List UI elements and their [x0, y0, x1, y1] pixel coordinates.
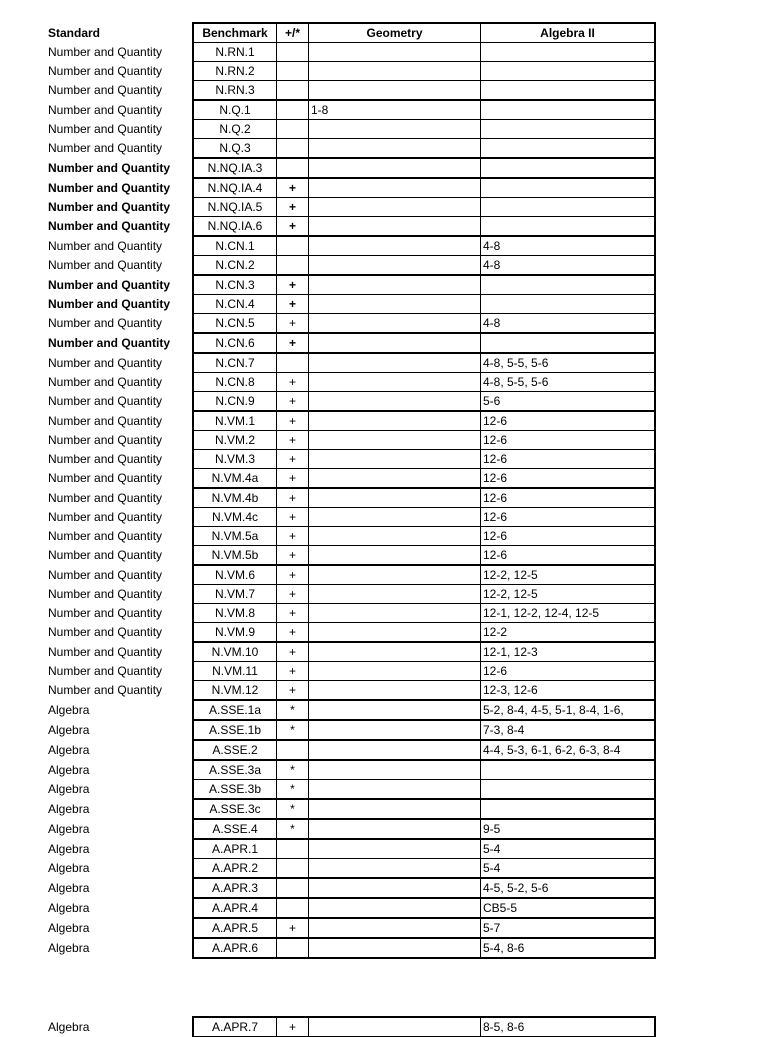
algebra2-cell	[481, 62, 656, 81]
benchmark-cell: A.APR.7	[193, 1017, 277, 1037]
geometry-cell	[309, 333, 481, 353]
plus-cell	[277, 139, 309, 159]
table-row	[46, 217, 655, 237]
geometry-cell	[309, 740, 481, 760]
benchmark-cell: N.RN.3	[193, 81, 277, 101]
standard-cell: Algebra	[48, 881, 90, 895]
benchmark-cell: N.VM.5a	[193, 527, 277, 546]
benchmark-cell: A.APR.6	[193, 938, 277, 958]
benchmark-cell: N.NQ.IA.5	[193, 198, 277, 217]
header-algebra2: Algebra II	[481, 23, 656, 43]
standard-cell: Algebra	[48, 743, 90, 757]
table-row	[46, 780, 655, 800]
standard-cell: Number and Quantity	[48, 433, 163, 447]
algebra2-cell: 12-6	[481, 662, 656, 681]
table-row	[46, 859, 655, 879]
plus-cell	[277, 839, 309, 859]
standard-cell: Number and Quantity	[48, 413, 163, 428]
table-row	[46, 158, 655, 178]
geometry-cell	[309, 604, 481, 623]
geometry-cell	[309, 275, 481, 295]
standard-cell: Algebra	[48, 941, 90, 955]
benchmark-cell: N.VM.12	[193, 681, 277, 701]
plus-cell: +	[277, 314, 309, 334]
plus-cell: +	[277, 392, 309, 412]
plus-cell	[277, 353, 309, 373]
algebra2-cell	[481, 295, 656, 314]
plus-cell: +	[277, 681, 309, 701]
geometry-cell	[309, 839, 481, 859]
header-plus: +/*	[277, 23, 309, 43]
plus-cell: *	[277, 799, 309, 819]
table-row	[46, 527, 655, 546]
geometry-cell	[309, 878, 481, 898]
benchmark-cell: A.APR.3	[193, 878, 277, 898]
plus-cell	[277, 859, 309, 879]
table-row	[46, 314, 655, 334]
algebra2-cell	[481, 43, 656, 62]
geometry-cell	[309, 546, 481, 566]
algebra2-cell: 4-4, 5-3, 6-1, 6-2, 6-3, 8-4	[481, 740, 656, 760]
table-row	[46, 565, 655, 585]
algebra2-cell: 5-6	[481, 392, 656, 412]
table-row	[46, 62, 655, 81]
benchmark-cell: A.APR.5	[193, 918, 277, 938]
standard-cell: Number and Quantity	[48, 587, 163, 601]
plus-cell: +	[277, 527, 309, 546]
table-row	[46, 81, 655, 101]
algebra2-cell: 12-2, 12-5	[481, 565, 656, 585]
algebra2-cell: 4-8	[481, 314, 656, 334]
algebra2-cell: 5-7	[481, 918, 656, 938]
standard-cell: Algebra	[48, 1019, 90, 1034]
standard-cell: Algebra	[48, 921, 90, 935]
header-geometry: Geometry	[309, 23, 481, 43]
plus-cell: +	[277, 333, 309, 353]
plus-cell: *	[277, 700, 309, 720]
standard-cell: Number and Quantity	[48, 567, 163, 582]
algebra2-cell: 12-1, 12-3	[481, 642, 656, 662]
benchmark-cell: N.NQ.IA.6	[193, 217, 277, 237]
standard-cell: Algebra	[48, 782, 90, 797]
table-row	[46, 918, 655, 938]
standard-cell: Number and Quantity	[48, 510, 163, 524]
geometry-cell	[309, 217, 481, 237]
benchmark-cell: A.APR.2	[193, 859, 277, 879]
benchmark-cell: N.VM.8	[193, 604, 277, 623]
geometry-cell	[309, 62, 481, 81]
geometry-cell	[309, 1017, 481, 1037]
table-row	[46, 392, 655, 412]
plus-cell: +	[277, 546, 309, 566]
table-row	[46, 198, 655, 217]
benchmark-cell: N.VM.4b	[193, 488, 277, 508]
geometry-cell	[309, 623, 481, 643]
benchmark-cell: N.RN.1	[193, 43, 277, 62]
benchmark-cell: N.VM.6	[193, 565, 277, 585]
table-row	[46, 878, 655, 898]
standard-cell: Number and Quantity	[48, 277, 171, 292]
algebra2-cell: 7-3, 8-4	[481, 720, 656, 740]
algebra2-cell: 12-6	[481, 469, 656, 489]
table-row	[46, 256, 655, 276]
table-row	[46, 120, 655, 139]
benchmark-cell: A.SSE.4	[193, 819, 277, 839]
plus-cell	[277, 938, 309, 958]
table-row	[46, 662, 655, 681]
plus-cell: +	[277, 450, 309, 469]
geometry-cell	[309, 488, 481, 508]
table-row	[46, 295, 655, 314]
table-row	[46, 700, 655, 720]
algebra2-cell	[481, 333, 656, 353]
benchmark-cell: A.SSE.3c	[193, 799, 277, 819]
benchmark-cell: N.VM.5b	[193, 546, 277, 566]
standard-cell: Number and Quantity	[48, 375, 163, 389]
algebra2-cell: 12-2, 12-5	[481, 585, 656, 604]
table-row	[46, 681, 655, 701]
benchmark-cell: N.Q.3	[193, 139, 277, 159]
standard-cell: Number and Quantity	[48, 529, 163, 543]
benchmark-cell: N.NQ.IA.3	[193, 158, 277, 178]
geometry-cell	[309, 353, 481, 373]
standard-cell: Number and Quantity	[48, 219, 171, 234]
plus-cell	[277, 878, 309, 898]
standard-cell: Number and Quantity	[48, 122, 163, 136]
geometry-cell	[309, 392, 481, 412]
plus-cell: +	[277, 373, 309, 392]
table-row	[46, 275, 655, 295]
algebra2-cell: 8-5, 8-6	[481, 1017, 656, 1037]
geometry-cell	[309, 373, 481, 392]
geometry-cell	[309, 120, 481, 139]
algebra2-cell: 5-4	[481, 839, 656, 859]
algebra2-cell: 12-6	[481, 488, 656, 508]
benchmark-cell: N.VM.2	[193, 431, 277, 450]
table-row	[46, 938, 655, 958]
table-row	[46, 333, 655, 353]
standard-cell: Algebra	[48, 822, 90, 836]
standard-cell: Number and Quantity	[48, 180, 171, 195]
geometry-cell	[309, 178, 481, 198]
geometry-cell	[309, 295, 481, 314]
benchmark-cell: N.CN.4	[193, 295, 277, 314]
plus-cell: +	[277, 488, 309, 508]
algebra2-cell	[481, 178, 656, 198]
plus-cell	[277, 81, 309, 101]
algebra2-cell: 9-5	[481, 819, 656, 839]
benchmark-cell: N.NQ.IA.4	[193, 178, 277, 198]
geometry-cell	[309, 158, 481, 178]
table-row	[46, 799, 655, 819]
table-row	[46, 546, 655, 566]
geometry-cell	[309, 411, 481, 431]
standard-cell: Number and Quantity	[48, 83, 163, 98]
algebra2-cell: 12-6	[481, 431, 656, 450]
geometry-cell	[309, 918, 481, 938]
algebra2-cell: 5-2, 8-4, 4-5, 5-1, 8-4, 1-6,	[481, 700, 656, 720]
standard-cell: Number and Quantity	[48, 606, 163, 620]
algebra2-cell	[481, 100, 656, 120]
algebra2-cell: 4-8, 5-5, 5-6	[481, 373, 656, 392]
algebra2-cell	[481, 158, 656, 178]
geometry-cell	[309, 81, 481, 101]
benchmark-cell: N.CN.7	[193, 353, 277, 373]
plus-cell: +	[277, 295, 309, 314]
benchmark-cell: N.VM.1	[193, 411, 277, 431]
plus-cell: +	[277, 217, 309, 237]
algebra2-cell: 4-8	[481, 236, 656, 256]
standards-table-continued	[46, 1016, 656, 1037]
algebra2-cell: 4-5, 5-2, 5-6	[481, 878, 656, 898]
benchmark-cell: N.VM.11	[193, 662, 277, 681]
standard-cell: Number and Quantity	[48, 297, 171, 311]
table-row	[46, 431, 655, 450]
plus-cell: +	[277, 918, 309, 938]
benchmark-cell: N.Q.2	[193, 120, 277, 139]
geometry-cell	[309, 938, 481, 958]
plus-cell: +	[277, 275, 309, 295]
algebra2-cell: 12-6	[481, 508, 656, 527]
benchmark-cell: N.CN.1	[193, 236, 277, 256]
table-row	[46, 1017, 655, 1037]
standard-cell: Algebra	[48, 841, 90, 856]
table-row	[46, 178, 655, 198]
geometry-cell	[309, 139, 481, 159]
plus-cell: *	[277, 760, 309, 780]
table-row	[46, 642, 655, 662]
standard-cell: Number and Quantity	[48, 452, 163, 466]
table-row	[46, 488, 655, 508]
geometry-cell	[309, 43, 481, 62]
algebra2-cell	[481, 81, 656, 101]
table-row	[46, 585, 655, 604]
plus-cell: +	[277, 178, 309, 198]
plus-cell: +	[277, 411, 309, 431]
table-row	[46, 819, 655, 839]
plus-cell	[277, 158, 309, 178]
benchmark-cell: A.APR.1	[193, 839, 277, 859]
table-row	[46, 760, 655, 780]
geometry-cell	[309, 780, 481, 800]
standard-cell: Number and Quantity	[48, 644, 163, 659]
benchmark-cell: N.VM.4a	[193, 469, 277, 489]
plus-cell: +	[277, 431, 309, 450]
standard-cell: Number and Quantity	[48, 141, 163, 156]
table-row	[46, 469, 655, 489]
algebra2-cell	[481, 120, 656, 139]
geometry-cell	[309, 565, 481, 585]
plus-cell: +	[277, 662, 309, 681]
header-row	[46, 23, 655, 43]
benchmark-cell: N.CN.2	[193, 256, 277, 276]
standard-cell: Number and Quantity	[48, 336, 171, 350]
table-row	[46, 604, 655, 623]
standard-cell: Number and Quantity	[48, 258, 163, 273]
benchmark-cell: N.CN.3	[193, 275, 277, 295]
standard-cell: Number and Quantity	[48, 64, 163, 78]
benchmark-cell: N.VM.10	[193, 642, 277, 662]
plus-cell: +	[277, 1017, 309, 1037]
plus-cell	[277, 120, 309, 139]
plus-cell	[277, 62, 309, 81]
standard-cell: Number and Quantity	[48, 200, 171, 214]
geometry-cell	[309, 431, 481, 450]
standard-cell: Number and Quantity	[48, 548, 163, 563]
algebra2-cell: 12-6	[481, 527, 656, 546]
algebra2-cell	[481, 799, 656, 819]
plus-cell: *	[277, 819, 309, 839]
geometry-cell	[309, 469, 481, 489]
benchmark-cell: A.APR.4	[193, 898, 277, 918]
geometry-cell	[309, 898, 481, 918]
standard-cell: Number and Quantity	[48, 625, 163, 640]
algebra2-cell: 12-6	[481, 450, 656, 469]
plus-cell	[277, 256, 309, 276]
benchmark-cell: N.CN.8	[193, 373, 277, 392]
algebra2-cell: 12-6	[481, 546, 656, 566]
plus-cell	[277, 43, 309, 62]
standard-cell: Number and Quantity	[48, 683, 163, 698]
table-row	[46, 373, 655, 392]
plus-cell: +	[277, 565, 309, 585]
plus-cell	[277, 236, 309, 256]
algebra2-cell: 4-8	[481, 256, 656, 276]
geometry-cell	[309, 662, 481, 681]
standard-cell: Number and Quantity	[48, 394, 163, 409]
geometry-cell	[309, 760, 481, 780]
table-row	[46, 623, 655, 643]
benchmark-cell: N.VM.7	[193, 585, 277, 604]
standard-cell: Number and Quantity	[48, 45, 163, 59]
algebra2-cell	[481, 139, 656, 159]
standard-cell: Number and Quantity	[48, 490, 163, 505]
standard-cell: Algebra	[48, 861, 90, 876]
standard-cell: Number and Quantity	[48, 471, 163, 486]
standard-cell: Number and Quantity	[48, 238, 163, 253]
table-row	[46, 139, 655, 159]
standards-table	[46, 22, 656, 959]
plus-cell: +	[277, 469, 309, 489]
table-row	[46, 740, 655, 760]
benchmark-cell: A.SSE.1b	[193, 720, 277, 740]
table-row	[46, 100, 655, 120]
plus-cell: +	[277, 623, 309, 643]
plus-cell: +	[277, 198, 309, 217]
algebra2-cell	[481, 780, 656, 800]
plus-cell	[277, 100, 309, 120]
standard-cell: Algebra	[48, 762, 90, 777]
table-row	[46, 508, 655, 527]
table-row	[46, 720, 655, 740]
standard-cell: Number and Quantity	[48, 664, 163, 678]
benchmark-cell: N.CN.6	[193, 333, 277, 353]
standard-cell: Algebra	[48, 901, 90, 915]
algebra2-cell: 12-1, 12-2, 12-4, 12-5	[481, 604, 656, 623]
benchmark-cell: N.CN.9	[193, 392, 277, 412]
standards-table-body	[46, 23, 655, 958]
algebra2-cell	[481, 198, 656, 217]
plus-cell: *	[277, 780, 309, 800]
table-row	[46, 236, 655, 256]
geometry-cell	[309, 585, 481, 604]
plus-cell: +	[277, 604, 309, 623]
table-row	[46, 450, 655, 469]
plus-cell: +	[277, 585, 309, 604]
standard-cell: Number and Quantity	[48, 355, 163, 370]
algebra2-cell: 4-8, 5-5, 5-6	[481, 353, 656, 373]
table-row	[46, 411, 655, 431]
algebra2-cell	[481, 760, 656, 780]
benchmark-cell: N.VM.4c	[193, 508, 277, 527]
benchmark-cell: N.VM.3	[193, 450, 277, 469]
algebra2-cell: 12-6	[481, 411, 656, 431]
benchmark-cell: A.SSE.3a	[193, 760, 277, 780]
geometry-cell	[309, 508, 481, 527]
geometry-cell	[309, 256, 481, 276]
table-row	[46, 898, 655, 918]
geometry-cell	[309, 720, 481, 740]
standard-cell: Algebra	[48, 802, 90, 816]
geometry-cell	[309, 819, 481, 839]
geometry-cell	[309, 681, 481, 701]
algebra2-cell	[481, 275, 656, 295]
algebra2-cell: 5-4	[481, 859, 656, 879]
standard-cell: Number and Quantity	[48, 316, 163, 331]
plus-cell: +	[277, 642, 309, 662]
table-row	[46, 353, 655, 373]
algebra2-cell: CB5-5	[481, 898, 656, 918]
plus-cell: +	[277, 508, 309, 527]
benchmark-cell: N.RN.2	[193, 62, 277, 81]
algebra2-cell: 5-4, 8-6	[481, 938, 656, 958]
header-standard: Standard	[48, 25, 101, 40]
benchmark-cell: N.Q.1	[193, 100, 277, 120]
table-row	[46, 839, 655, 859]
geometry-cell	[309, 236, 481, 256]
standard-cell: Number and Quantity	[48, 161, 171, 175]
plus-cell: *	[277, 720, 309, 740]
geometry-cell	[309, 314, 481, 334]
geometry-cell	[309, 799, 481, 819]
standard-cell: Number and Quantity	[48, 102, 163, 117]
geometry-cell	[309, 527, 481, 546]
benchmark-cell: N.CN.5	[193, 314, 277, 334]
geometry-cell: 1-8	[309, 100, 481, 120]
geometry-cell	[309, 450, 481, 469]
geometry-cell	[309, 198, 481, 217]
benchmark-cell: A.SSE.2	[193, 740, 277, 760]
benchmark-cell: N.VM.9	[193, 623, 277, 643]
benchmark-cell: A.SSE.1a	[193, 700, 277, 720]
geometry-cell	[309, 700, 481, 720]
plus-cell	[277, 898, 309, 918]
table-row	[46, 43, 655, 62]
geometry-cell	[309, 642, 481, 662]
standard-cell: Algebra	[48, 703, 90, 717]
header-benchmark: Benchmark	[193, 23, 277, 43]
standard-cell: Algebra	[48, 723, 90, 737]
benchmark-cell: A.SSE.3b	[193, 780, 277, 800]
geometry-cell	[309, 859, 481, 879]
algebra2-cell: 12-2	[481, 623, 656, 643]
plus-cell	[277, 740, 309, 760]
algebra2-cell: 12-3, 12-6	[481, 681, 656, 701]
algebra2-cell	[481, 217, 656, 237]
